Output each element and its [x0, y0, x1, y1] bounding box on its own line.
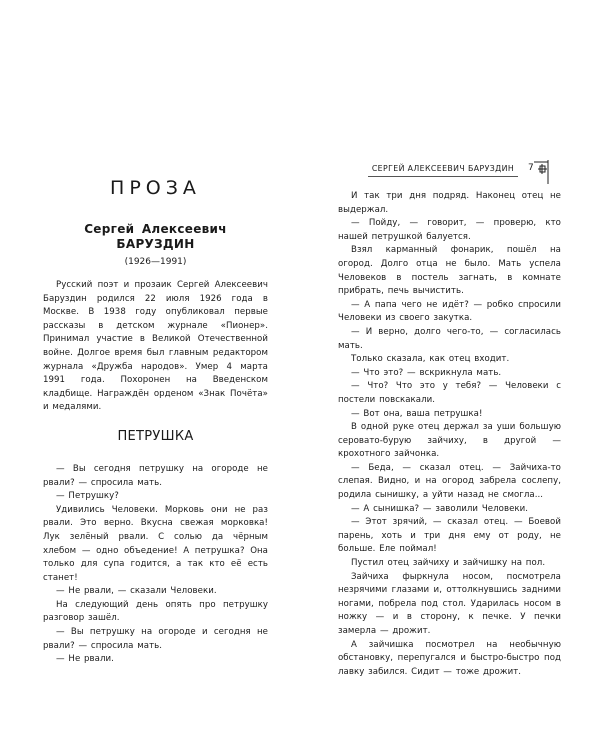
section-title: ПРОЗА — [110, 177, 201, 199]
paragraph: — Этот зрячий, — сказал отец. — Боевой парень, хоть и три дня ему от роду, не больше. Еле поймал! — [338, 517, 561, 555]
paragraph: — Не рвали, — сказали Человеки. — [56, 586, 217, 597]
author-bio — [43, 279, 268, 415]
running-head: СЕРГЕЙ АЛЕКСЕЕВИЧ БАРУЗДИН — [368, 164, 518, 177]
paragraph: — Что это? — вскрикнула мать. — [351, 367, 502, 378]
page-header — [338, 160, 561, 186]
story-text-right — [338, 190, 561, 679]
ornament-icon — [534, 160, 556, 186]
paragraph: — Петрушку? — [56, 491, 119, 502]
author-name: Сергей Алексеевич БАРУЗДИН — [84, 222, 227, 251]
paragraph: — Что? Что это у тебя? — Человеки с постели повскакали. — [338, 381, 561, 405]
author-years: (1926—1991) — [124, 257, 187, 267]
paragraph: На следующий день опять про петрушку разговор зашёл. — [43, 599, 268, 624]
paragraph: Взял карманный фонарик, пошёл на огород. Долго отца не было. Мать успела Человеков в постель загнать, в комнате прибрать, печь вычистить. — [338, 245, 561, 297]
paragraph: — Беда, — сказал отец. — Зайчиха-то слепая. Видно, и на огород забрела сослепу, родила сынишку, а уйти назад не смогла... — [338, 462, 561, 501]
paragraph: А зайчишка посмотрел на необычную обстановку, перепугался и быстро-быстро под лавку забился. Сидит — тоже дрожит. — [338, 639, 561, 677]
paragraph: — А сынишка? — заволили Человеки. — [351, 503, 529, 514]
story-title: ПЕТРУШКА — [117, 428, 194, 444]
paragraph: В одной руке отец держал за уши большую серовато-бурую зайчиху, в другой — крохотного зайчонка. — [338, 422, 561, 460]
right-page — [338, 160, 561, 679]
paragraph: Зайчиха фыркнула носом, посмотрела незрячими глазами и, оттолкнувшись задними ногами, побрела под стол. Ударилась носом в ножку — и в сторону, к печке. У печки замерла — дрожит. — [338, 571, 561, 636]
paragraph: Удивились Человеки. Морковь они не раз рвали. Это верно. Вкусна свежая морковка! Лук зелёный рвали. С солью да чёрным хлебом — одно объедение! А петрушка? Она только для супа годится, а так кто её есть станет! — [43, 504, 268, 583]
paragraph: — И верно, долго чего-то, — согласилась мать. — [338, 326, 561, 351]
paragraph: — Пойду, — говорит, — проверю, кто нашей петрушкой балуется. — [338, 218, 561, 242]
paragraph: — Не рвали. — [56, 654, 114, 665]
left-page — [43, 176, 268, 667]
paragraph: И так три дня подряд. Наконец отец не выдержал. — [338, 191, 561, 215]
paragraph: Пустил отец зайчиху и зайчишку на пол. — [351, 558, 546, 569]
paragraph: — Вот она, ваша петрушка! — [351, 408, 483, 419]
story-text-left — [43, 463, 268, 667]
paragraph: — Вы петрушку на огороде и сегодня не рвали? — спросила мать. — [43, 627, 268, 651]
paragraph: — А папа чего не идёт? — робко спросили Человеки из своего закутка. — [338, 299, 561, 324]
paragraph: Только сказала, как отец входит. — [351, 354, 510, 365]
bio-paragraph: Русский поэт и прозаик Сергей Алексеевич Баруздин родился 22 июля 1926 года в Москве. В 1938 году опубликовал первые рассказы в детском журнале «Пионер». Принимал участие в Великой Отечественной войне. Долгое время был главным редактором журнала «Дружба народов». Умер 4 марта 1991 года. Похоронен на Введенском кладбище. Награждён орденом «Знак Почёта» и медалями. — [43, 280, 268, 413]
paragraph: — Вы сегодня петрушку на огороде не рвали? — спросила мать. — [43, 463, 268, 488]
page-number: 7 — [528, 163, 534, 173]
